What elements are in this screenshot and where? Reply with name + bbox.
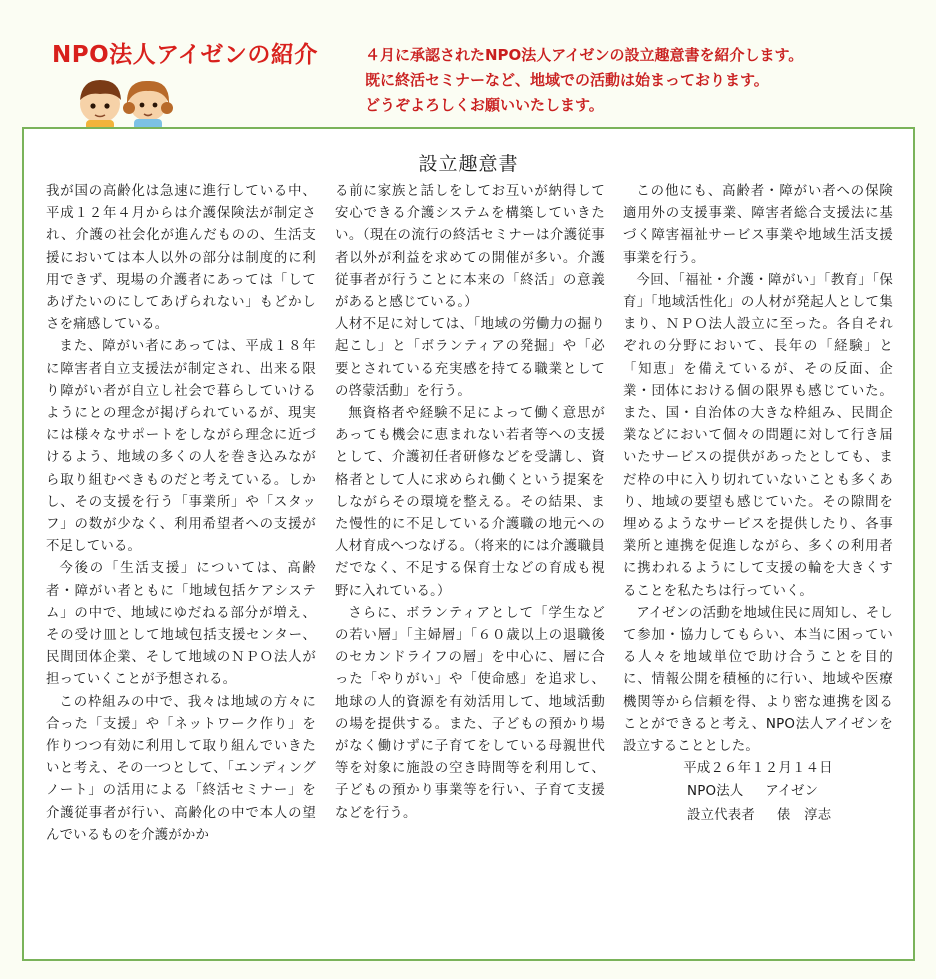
paragraph: 人材不足に対しては、「地域の労働力の掘り起こし」と「ボランティアの発掘」や「必要とされている充実感を持てる職業としての啓蒙活動」を行う。 <box>335 317 605 399</box>
text-column-2 <box>335 181 605 825</box>
org-name: アイゼン <box>765 784 819 800</box>
paragraph: さらに、ボランティアとして「学生などの若い層」「主婦層」「６０歳以上の退職後のセカンドライフの層」を中心に、層に合った「やりがい」や「使命感」を追求し、地球の人的資源を有効活用して、地域活動の場を提供する。また、子どもの預かり場がなく働けずに子育てをしている母親世代等を対象に施設の空き時間等を利用して、子どもの預かり事業等を行い、子育て支援などを行う。 <box>335 605 605 821</box>
paragraph: 我が国の高齢化は急速に進行している中、平成１２年４月からは介護保険法が制定され、介護の社会化が進んだものの、生活支援においては本人以外の部分は制度的に利用できず、現場の介護者にあっては「してあげたいのにしてあげられない」もどかしさを痛感している。 <box>46 184 316 333</box>
paragraph: アイゼンの活動を地域住民に周知し、そして参加・協力してもらい、本当に困っている人々を地域単位で助け合うことを目的に、情報公開を積極的に行い、地域や医療機関等から信頼を得、より密な連携を図ることができると考え、NPO法人アイゼンを設立することとした。 <box>623 605 894 755</box>
text-column-3 <box>623 181 893 828</box>
paragraph: 今回、「福祉・介護・障がい」「教育」「保育」「地域活性化」の人材が発起人として集まり、ＮＰＯ法人設立に至った。各自それぞれの分野において、長年の「経験」と「知恵」を備えているが、その反面、企業・団体における個の限界も感じていた。また、国・自治体の大きな枠組み、民間企業などにおいて個々の問題に対して行き届いたサービスの提供があったとしても、まだ枠の中に入り切れていないことも多くあり、地域の要望も感じていた。その隙間を埋めるようなサービスを提供したり、各事業所と連携を促進しながら、多くの利用者に携われるようにして支援の輪を大きくすることを私たちは行っていく。 <box>623 272 893 599</box>
document-panel <box>22 127 915 961</box>
paragraph: また、障がい者にあっては、平成１８年に障害者自立支援法が制定され、出来る限り障がい者が自立し社会で暮らしていけるようにとの理念が掲げられているが、現実には様々なサポートをしながら理念に近づけるよう、地域の多くの人を巻き込みながら取り組むべきものだと考えている。しかし、その支援を行う「事業所」や「スタッフ」の数が少なく、利用希望者への支援が不足している。 <box>46 339 316 555</box>
org-name-label: NPO法人 <box>687 784 744 800</box>
representative-name: 俵 淳志 <box>776 808 832 824</box>
intro-line: ４月に承認されたNPO法人アイゼンの設立趣意書を紹介します。 <box>365 46 804 64</box>
paragraph: この枠組みの中で、我々は地域の方々に合った「支援」や「ネットワーク作り」を作りつつ有効に利用して取り組んでいきたいと考え、その一つとして、「エンディングノート」の活用による「終活セミナー」を介護従事者が行い、高齢化の中で本人の望んでいるものを介護がかか <box>46 694 316 843</box>
intro-line: どうぞよろしくお願いいたします。 <box>365 96 604 114</box>
signature-block <box>623 780 893 828</box>
intro-text <box>365 43 803 118</box>
document-date: 平成２６年１２月１４日 <box>683 761 833 777</box>
paragraph: 今後の「生活支援」については、高齢者・障がい者ともに「地域包括ケアシステム」の中で、地域にゆだねる部分が増え、その受け皿として地域包括支援センター、民間団体企業、そして地域のＮＰＯ法人が担っていくことが予想される。 <box>46 561 316 688</box>
paragraph: る前に家族と話しをしてお互いが納得して安心できる介護システムを構築していきたい。（現在の流行の終活セミナーは介護従事者以外が利益を求めての開催が多い。介護従事者が行うことに本来の「終活」の意義があると感じている。） <box>335 184 605 311</box>
children-illustration <box>70 70 180 130</box>
intro-line: 既に終活セミナーなど、地域での活動は始まっております。 <box>365 71 769 89</box>
document-heading: 設立趣意書 <box>418 153 519 175</box>
representative-title: 設立代表者 <box>687 808 755 824</box>
paragraph: この他にも、高齢者・障がい者への保険適用外の支援事業、障害者総合支援法に基づく障害福祉サービス事業や地域生活支援事業を行う。 <box>623 184 893 266</box>
paragraph: 無資格者や経験不足によって働く意思があっても機会に恵まれない若者等への支援として、介護初任者研修などを受講し、資格者として人に求められ働くという提案をしながらその環境を整える。その結果、また慢性的に不足している介護職の地元への人材育成へつなげる。（将来的には介護職員だでなく、不足する保育士などの育成も視野に入れている。） <box>335 406 605 599</box>
page-title: NPO法人アイゼンの紹介 <box>52 42 318 68</box>
text-column-1 <box>46 181 316 847</box>
